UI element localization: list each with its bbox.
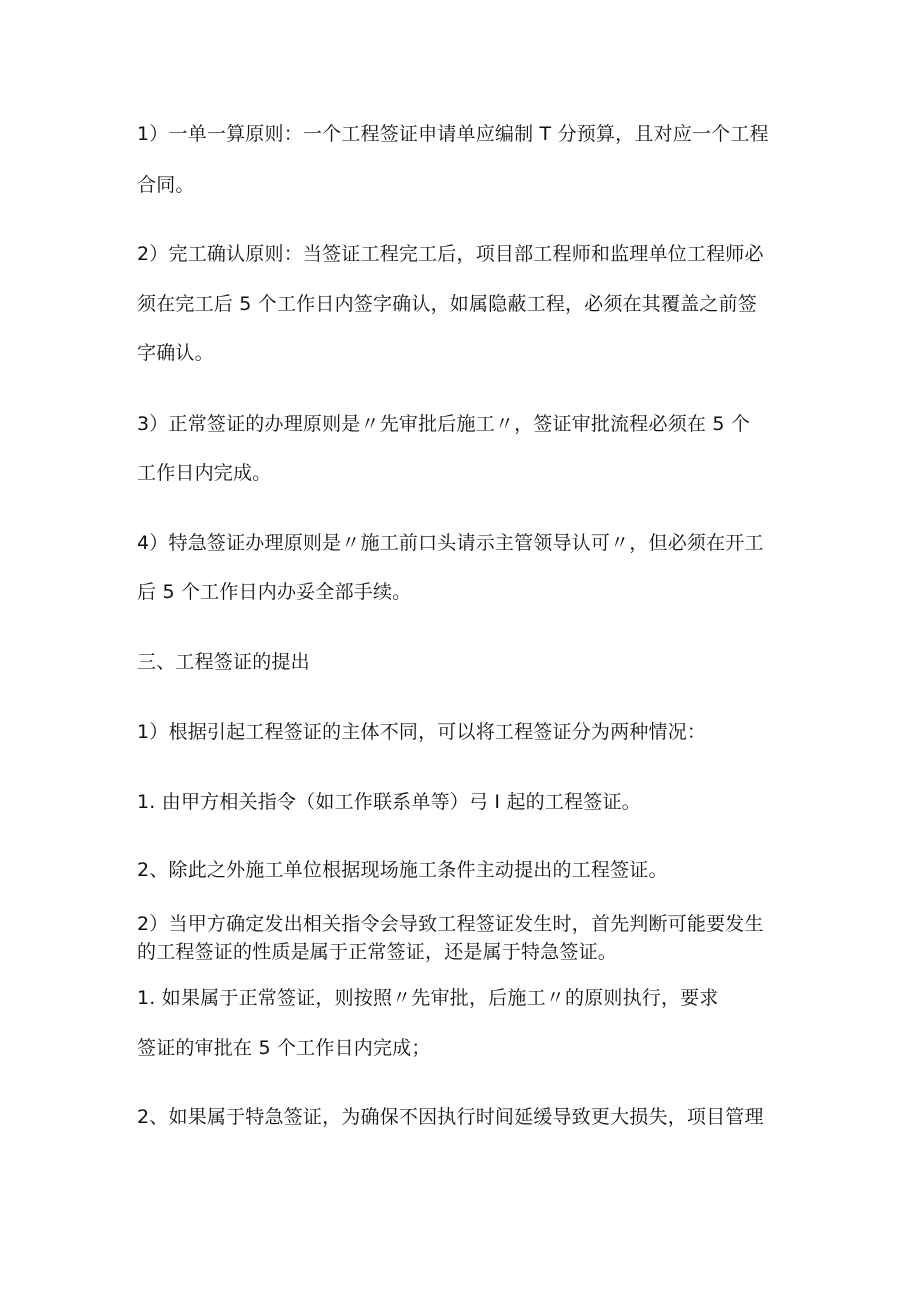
line-principle-2-cont: 须在完工后 5 个工作日内签字确认，如属隐蔽工程，必须在其覆盖之前签 xyxy=(137,293,757,315)
line-principle-2-cont2: 字确认。 xyxy=(137,342,214,364)
line-principle-4-cont: 后 5 个工作日内办妥全部手续。 xyxy=(137,581,412,603)
line-submission-2: 2）当甲方确定发出相关指令会导致工程签证发生时，首先判断可能要发生 xyxy=(137,913,764,935)
line-submission-2-a: 1. 如果属于正常签证，则按照〃先审批，后施工〃的原则执行，要求 xyxy=(137,987,719,1009)
line-principle-2: 2）完工确认原则：当签证工程完工后，项目部工程师和监理单位工程师必 xyxy=(137,243,764,265)
line-submission-2-a-cont: 签证的审批在 5 个工作日内完成； xyxy=(137,1037,431,1059)
line-principle-3: 3）正常签证的办理原则是〃先审批后施工〃，签证审批流程必须在 5 个 xyxy=(137,413,751,435)
line-principle-3-cont: 工作日内完成。 xyxy=(137,462,272,484)
section-heading: 三、工程签证的提出 xyxy=(137,651,310,673)
line-principle-1-cont: 合同。 xyxy=(137,174,195,196)
line-submission-2-b: 2、如果属于特急签证，为确保不因执行时间延缓导致更大损失，项目管理 xyxy=(137,1106,764,1128)
line-submission-2-cont: 的工程签证的性质是属于正常签证，还是属于特急签证。 xyxy=(137,941,618,963)
line-submission-1: 1）根据引起工程签证的主体不同，可以将工程签证分为两种情况： xyxy=(137,721,707,743)
line-submission-1-b: 2、除此之外施工单位根据现场施工条件主动提出的工程签证。 xyxy=(137,859,668,881)
line-principle-1: 1）一单一算原则：一个工程签证申请单应编制 T 分预算，且对应一个工程 xyxy=(137,123,769,145)
line-principle-4: 4）特急签证办理原则是〃施工前口头请示主管领导认可〃，但必须在开工 xyxy=(137,532,764,554)
line-submission-1-a: 1. 由甲方相关指令（如工作联系单等）弓 I 起的工程签证。 xyxy=(137,791,641,813)
